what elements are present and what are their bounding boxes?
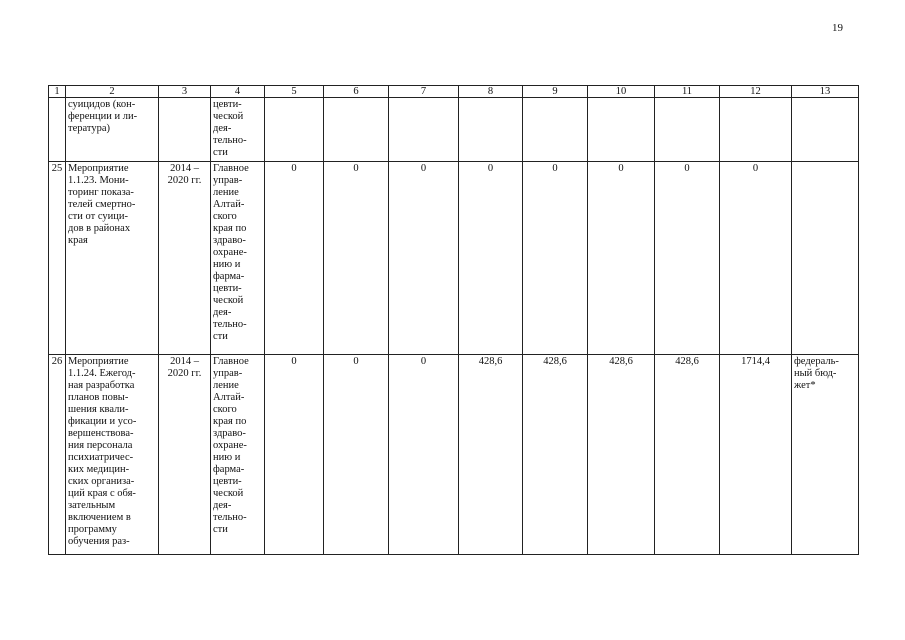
value-cell: 0 [324, 162, 389, 355]
col-header-7: 7 [389, 86, 459, 98]
value-cell: 428,6 [523, 355, 588, 555]
value-cell [324, 98, 389, 162]
value-cell [265, 98, 324, 162]
value-cell [389, 98, 459, 162]
period-cell: 2014 – 2020 гг. [159, 162, 211, 355]
value-cell [720, 98, 792, 162]
value-cell: 0 [389, 162, 459, 355]
value-cell: 0 [523, 162, 588, 355]
value-cell: 0 [389, 355, 459, 555]
value-cell: 0 [720, 162, 792, 355]
col-header-3: 3 [159, 86, 211, 98]
value-cell: 0 [459, 162, 523, 355]
header-row [49, 86, 859, 98]
period-cell: 2014 – 2020 гг. [159, 355, 211, 555]
col-header-2: 2 [66, 86, 159, 98]
period-cell [159, 98, 211, 162]
value-cell [459, 98, 523, 162]
measure-name: суицидов (кон- ференции и ли- тература) [66, 98, 159, 162]
value-cell: 428,6 [588, 355, 655, 555]
value-cell: 0 [588, 162, 655, 355]
table-row [49, 355, 859, 555]
value-cell: 428,6 [459, 355, 523, 555]
executor-cell: цевти- ческой дея- тельно- сти [211, 98, 265, 162]
value-cell: 0 [324, 355, 389, 555]
table-row [49, 162, 859, 355]
page-number: 19 [832, 22, 843, 34]
executor-cell: Главное управ- ление Алтай- ского края по здраво- охране- нию и фарма- цевти- ческой дея- тельно- сти [211, 162, 265, 355]
funding-source [792, 98, 859, 162]
budget-table [48, 85, 859, 555]
col-header-9: 9 [523, 86, 588, 98]
measure-name: Мероприятие 1.1.23. Мони- торинг показа- телей смертно- сти от суици- дов в районах края [66, 162, 159, 355]
col-header-4: 4 [211, 86, 265, 98]
row-number [49, 98, 66, 162]
col-header-8: 8 [459, 86, 523, 98]
value-cell [655, 98, 720, 162]
col-header-11: 11 [655, 86, 720, 98]
row-number: 26 [49, 355, 66, 555]
row-number: 25 [49, 162, 66, 355]
value-cell [523, 98, 588, 162]
funding-source: федераль- ный бюд- жет* [792, 355, 859, 555]
value-cell: 0 [265, 355, 324, 555]
funding-source [792, 162, 859, 355]
col-header-1: 1 [49, 86, 66, 98]
value-cell: 428,6 [655, 355, 720, 555]
value-cell: 1714,4 [720, 355, 792, 555]
col-header-6: 6 [324, 86, 389, 98]
col-header-10: 10 [588, 86, 655, 98]
table-row [49, 98, 859, 162]
measure-name: Мероприятие 1.1.24. Ежегод- ная разработка планов повы- шения квали- фикации и усо- вершенствова- ния персонала психиатричес- ких медицин- ских организа- ций края с обя- зательным включением в программу обучения раз- [66, 355, 159, 555]
col-header-13: 13 [792, 86, 859, 98]
value-cell [588, 98, 655, 162]
col-header-5: 5 [265, 86, 324, 98]
executor-cell: Главное управ- ление Алтай- ского края по здраво- охране- нию и фарма- цевти- ческой дея- тельно- сти [211, 355, 265, 555]
value-cell: 0 [655, 162, 720, 355]
value-cell: 0 [265, 162, 324, 355]
col-header-12: 12 [720, 86, 792, 98]
